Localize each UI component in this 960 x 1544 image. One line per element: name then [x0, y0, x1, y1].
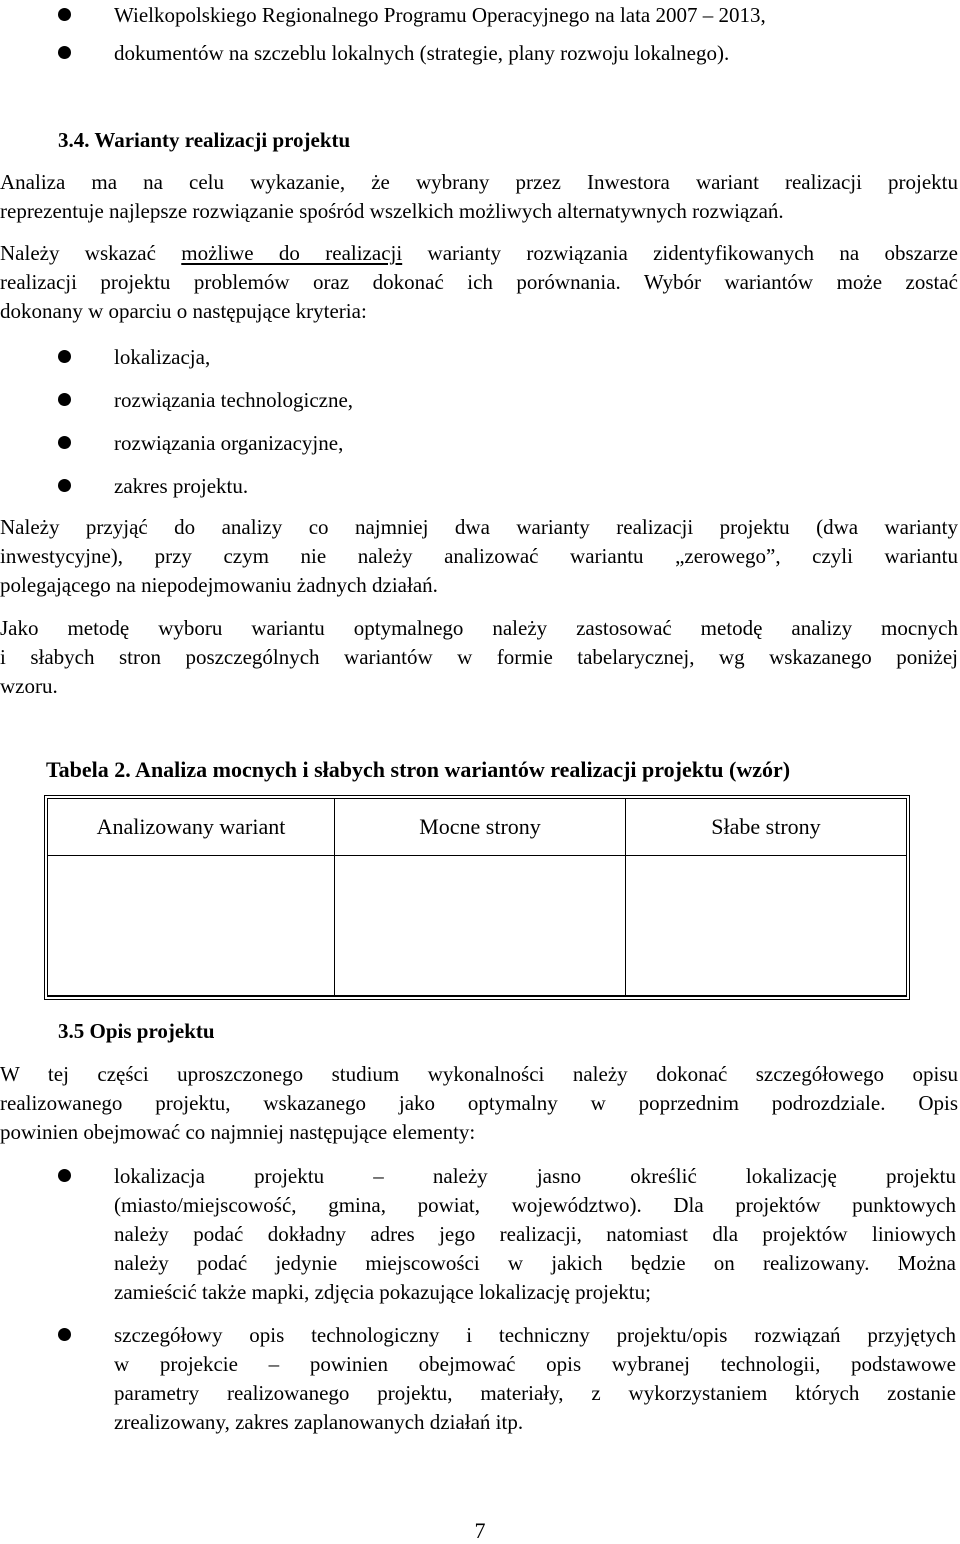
text-run: Należy wskazać	[0, 241, 182, 265]
table-caption: Tabela 2. Analiza mocnych i słabych stron wariantów realizacji projektu (wzór)	[46, 757, 791, 782]
paragraph-line: dokonany w oparciu o następujące kryteria:	[0, 299, 367, 323]
list-item: rozwiązania organizacyjne,	[114, 431, 344, 455]
underlined-text: możliwe do realizacji	[181, 241, 403, 265]
bullet-icon	[58, 46, 71, 59]
list-item-line: parametry realizowanego projektu, materiały, z wykorzystaniem których zostanie	[114, 1381, 956, 1405]
paragraph-line: polegającego na niepodejmowaniu żadnych działań.	[0, 573, 438, 597]
list-item-line: (miasto/miejscowość, gmina, powiat, województwo). Dla projektów punktowych	[114, 1193, 956, 1217]
paragraph-line: Należy przyjąć do analizy co najmniej dwa warianty realizacji projektu (dwa warianty	[0, 515, 958, 539]
table-header-row	[48, 799, 906, 856]
list-item-line: zamieścić także mapki, zdjęcia pokazujące lokalizację projektu;	[114, 1280, 651, 1304]
section-heading: 3.4. Warianty realizacji projektu	[58, 128, 351, 152]
list-item-line: należy podać jedynie miejscowości w jakich będzie on realizowany. Można	[114, 1251, 956, 1275]
page-number: 7	[474, 1518, 486, 1543]
list-item-line: zrealizowany, zakres zaplanowanych działań itp.	[114, 1410, 524, 1434]
table-header-cell: Analizowany wariant	[48, 799, 335, 856]
section-heading: 3.5 Opis projektu	[58, 1019, 215, 1043]
table-cell	[48, 856, 335, 996]
paragraph-line: i słabych stron poszczególnych wariantów w formie tabelarycznej, wg wskazanego poniżej	[0, 645, 958, 669]
table-header-cell: Mocne strony	[335, 799, 626, 856]
list-item: zakres projektu.	[114, 474, 249, 498]
paragraph-line: realizacji projektu problemów oraz dokonać ich porównania. Wybór wariantów może zostać	[0, 270, 958, 294]
list-item-line: należy podać dokładny adres jego realizacji, natomiast dla projektów liniowych	[114, 1222, 956, 1246]
paragraph-line: powinien obejmować co najmniej następujące elementy:	[0, 1120, 476, 1144]
list-item-line: szczegółowy opis technologiczny i techniczny projektu/opis rozwiązań przyjętych	[114, 1323, 956, 1347]
text-run: warianty rozwiązania zidentyfikowanych na obszarze	[402, 241, 958, 265]
bullet-icon	[58, 436, 71, 449]
table-cell	[626, 856, 906, 996]
list-item: Wielkopolskiego Regionalnego Programu Operacyjnego na lata 2007 – 2013,	[114, 3, 766, 27]
list-item: dokumentów na szczeblu lokalnych (strategie, plany rozwoju lokalnego).	[114, 41, 730, 65]
list-item-line: w projekcie – powinien obejmować opis wybranej technologii, podstawowe	[114, 1352, 956, 1376]
paragraph-line	[0, 238, 958, 268]
list-item: lokalizacja,	[114, 345, 211, 369]
paragraph-line: Jako metodę wyboru wariantu optymalnego należy zastosować metodę analizy mocnych	[0, 616, 958, 640]
list-item-line: lokalizacja projektu – należy jasno określić lokalizację projektu	[114, 1164, 956, 1188]
bullet-icon	[58, 350, 71, 363]
paragraph-line: Analiza ma na celu wykazanie, że wybrany przez Inwestora wariant realizacji projektu	[0, 170, 958, 194]
table-header-cell: Słabe strony	[626, 799, 906, 856]
bullet-icon	[58, 393, 71, 406]
paragraph-line: inwestycyjne), przy czym nie należy analizować wariantu „zerowego”, czyli wariantu	[0, 544, 958, 568]
bullet-icon	[58, 8, 71, 21]
bullet-icon	[58, 1169, 71, 1182]
variants-table	[44, 795, 910, 1000]
paragraph-line: W tej części uproszczonego studium wykonalności należy dokonać szczegółowego opisu	[0, 1062, 958, 1086]
paragraph-line: reprezentuje najlepsze rozwiązanie spośród wszelkich możliwych alternatywnych rozwiązań.	[0, 199, 784, 223]
table-row	[48, 856, 906, 996]
paragraph-line: wzoru.	[0, 674, 58, 698]
list-item: rozwiązania technologiczne,	[114, 388, 354, 412]
table-cell	[335, 856, 626, 996]
bullet-icon	[58, 479, 71, 492]
paragraph-line: realizowanego projektu, wskazanego jako optymalny w poprzednim podrozdziale. Opis	[0, 1091, 958, 1115]
bullet-icon	[58, 1328, 71, 1341]
